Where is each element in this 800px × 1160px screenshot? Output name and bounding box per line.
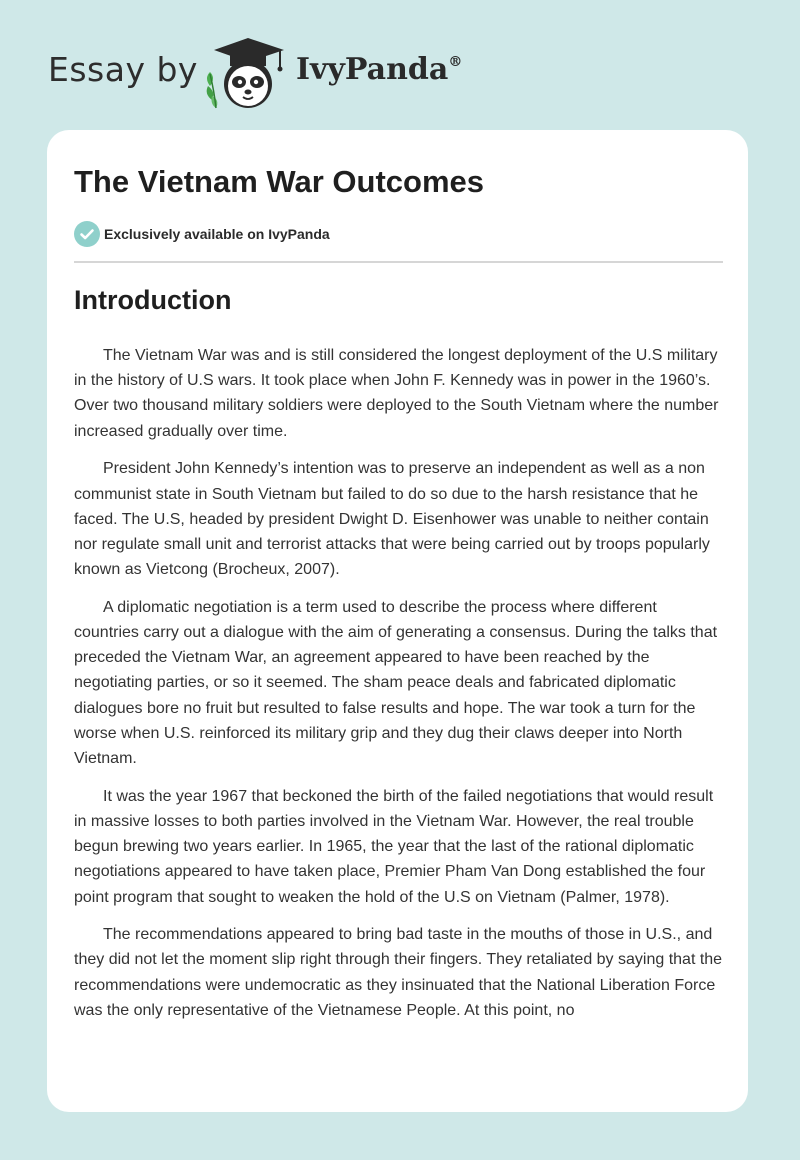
paragraph: It was the year 1967 that beckoned the birth of the failed negotiations that would result in massive losses to both parties involved in the Vietnam War. However, the real trouble begun brewing two years earlier. In 1965, the year that the last of the rational diplomatic negotiations appeared to have taken place, Premier Pham Van Dong established the four point program that sought to weaken the hold of the U.S on Vietnam (Palmer, 1978).	[74, 787, 714, 906]
paragraph: President John Kennedy’s intention was to preserve an independent as well as a non communist state in South Vietnam but failed to do so due to the harsh resistance that he faced. The U.S, headed by president Dwight D. Eisenhower was unable to neither contain nor regulate small unit and terrorist attacks that were being carried out by troops popularly known as Vietcong (Brocheux, 2007).	[74, 460, 710, 579]
graduation-panda-icon[interactable]	[200, 34, 292, 110]
section-heading-introduction: Introduction	[74, 285, 232, 315]
essay-card	[47, 130, 748, 1112]
exclusive-badge-text: Exclusively available on IvyPanda	[104, 226, 330, 242]
paragraph: The Vietnam War was and is still considered the longest deployment of the U.S military in the history of U.S wars. It took place when John F. Kennedy was in power in the 1960’s. Over two thousand military soldiers were deployed to the South Vietnam where the number increased gradually over time.	[74, 347, 719, 440]
essay-title: The Vietnam War Outcomes	[74, 164, 484, 199]
paragraph: The recommendations appeared to bring bad taste in the mouths of those in U.S., and they did not let the moment slip right through their fingers. They retaliated by saying that the recommendations were undemocratic as they insinuated that the National Liberation Force was the only representative of the Vietnamese People. At this point, no	[74, 926, 723, 1019]
paragraph: A diplomatic negotiation is a term used to describe the process where different countries carry out a dialogue with the aim of generating a consensus. During the talks that preceded the Vietnam War, an agreement appeared to have been reached by the negotiating parties, or so it seemed. The sham peace deals and fabricated diplomatic dialogues bore no fruit but resulted to false results and hope. The war took a turn for the worse when U.S. reinforced its military grip and they dug their claws deeper into North Vietnam.	[74, 598, 718, 768]
exclusive-badge	[74, 221, 330, 247]
site-header	[0, 0, 800, 120]
check-circle-icon	[74, 221, 100, 247]
registered-mark: ®	[448, 54, 463, 70]
brand-name-text: IvyPanda	[296, 52, 449, 87]
essay-by-label: Essay by	[48, 50, 198, 89]
essay-body	[74, 343, 726, 1036]
title-divider	[74, 261, 723, 263]
brand-name[interactable]	[296, 52, 462, 87]
